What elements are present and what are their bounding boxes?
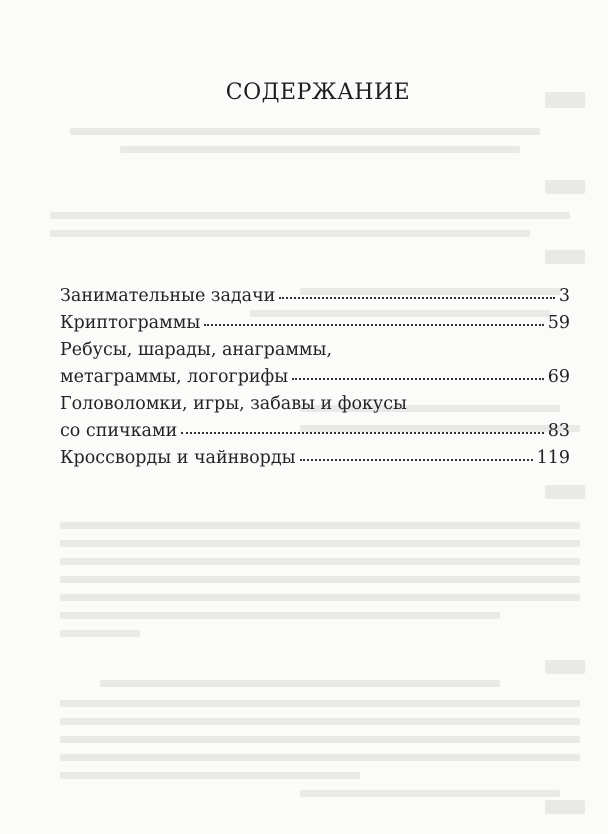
toc-entry-row (60, 310, 570, 337)
toc-entry-title-line: Ребусы, шарады, анаграммы, (60, 340, 333, 360)
toc-entry-title-line: Головоломки, игры, забавы и фокусы (60, 394, 407, 414)
dot-leader (300, 459, 533, 461)
toc-entry[interactable] (60, 283, 570, 310)
page-number: 3 (558, 286, 570, 306)
dot-leader (279, 297, 555, 299)
dot-leader (292, 378, 544, 380)
toc-entry[interactable] (60, 337, 570, 391)
page-number: 119 (536, 448, 570, 468)
toc-entry-row (60, 445, 570, 472)
page-number: 83 (547, 421, 570, 441)
toc-entry[interactable] (60, 310, 570, 337)
toc-entry[interactable] (60, 445, 570, 472)
toc-entry-title: Криптограммы (60, 313, 201, 333)
toc-entry-title: со спичками (60, 421, 178, 441)
page-number: 59 (547, 313, 570, 333)
page-number: 69 (547, 367, 570, 387)
toc-entry-title: метаграммы, логогрифы (60, 367, 289, 387)
toc-entry-row (60, 418, 570, 445)
toc-entry-row (60, 364, 570, 391)
toc-entry-title: Занимательные задачи (60, 286, 276, 306)
table-of-contents (60, 283, 570, 472)
dot-leader (204, 324, 543, 326)
toc-entry-row (60, 283, 570, 310)
toc-entry[interactable] (60, 391, 570, 445)
dot-leader (181, 432, 543, 434)
toc-entry-title: Кроссворды и чайнворды (60, 448, 296, 468)
page-title: СОДЕРЖАНИЕ (225, 80, 411, 105)
